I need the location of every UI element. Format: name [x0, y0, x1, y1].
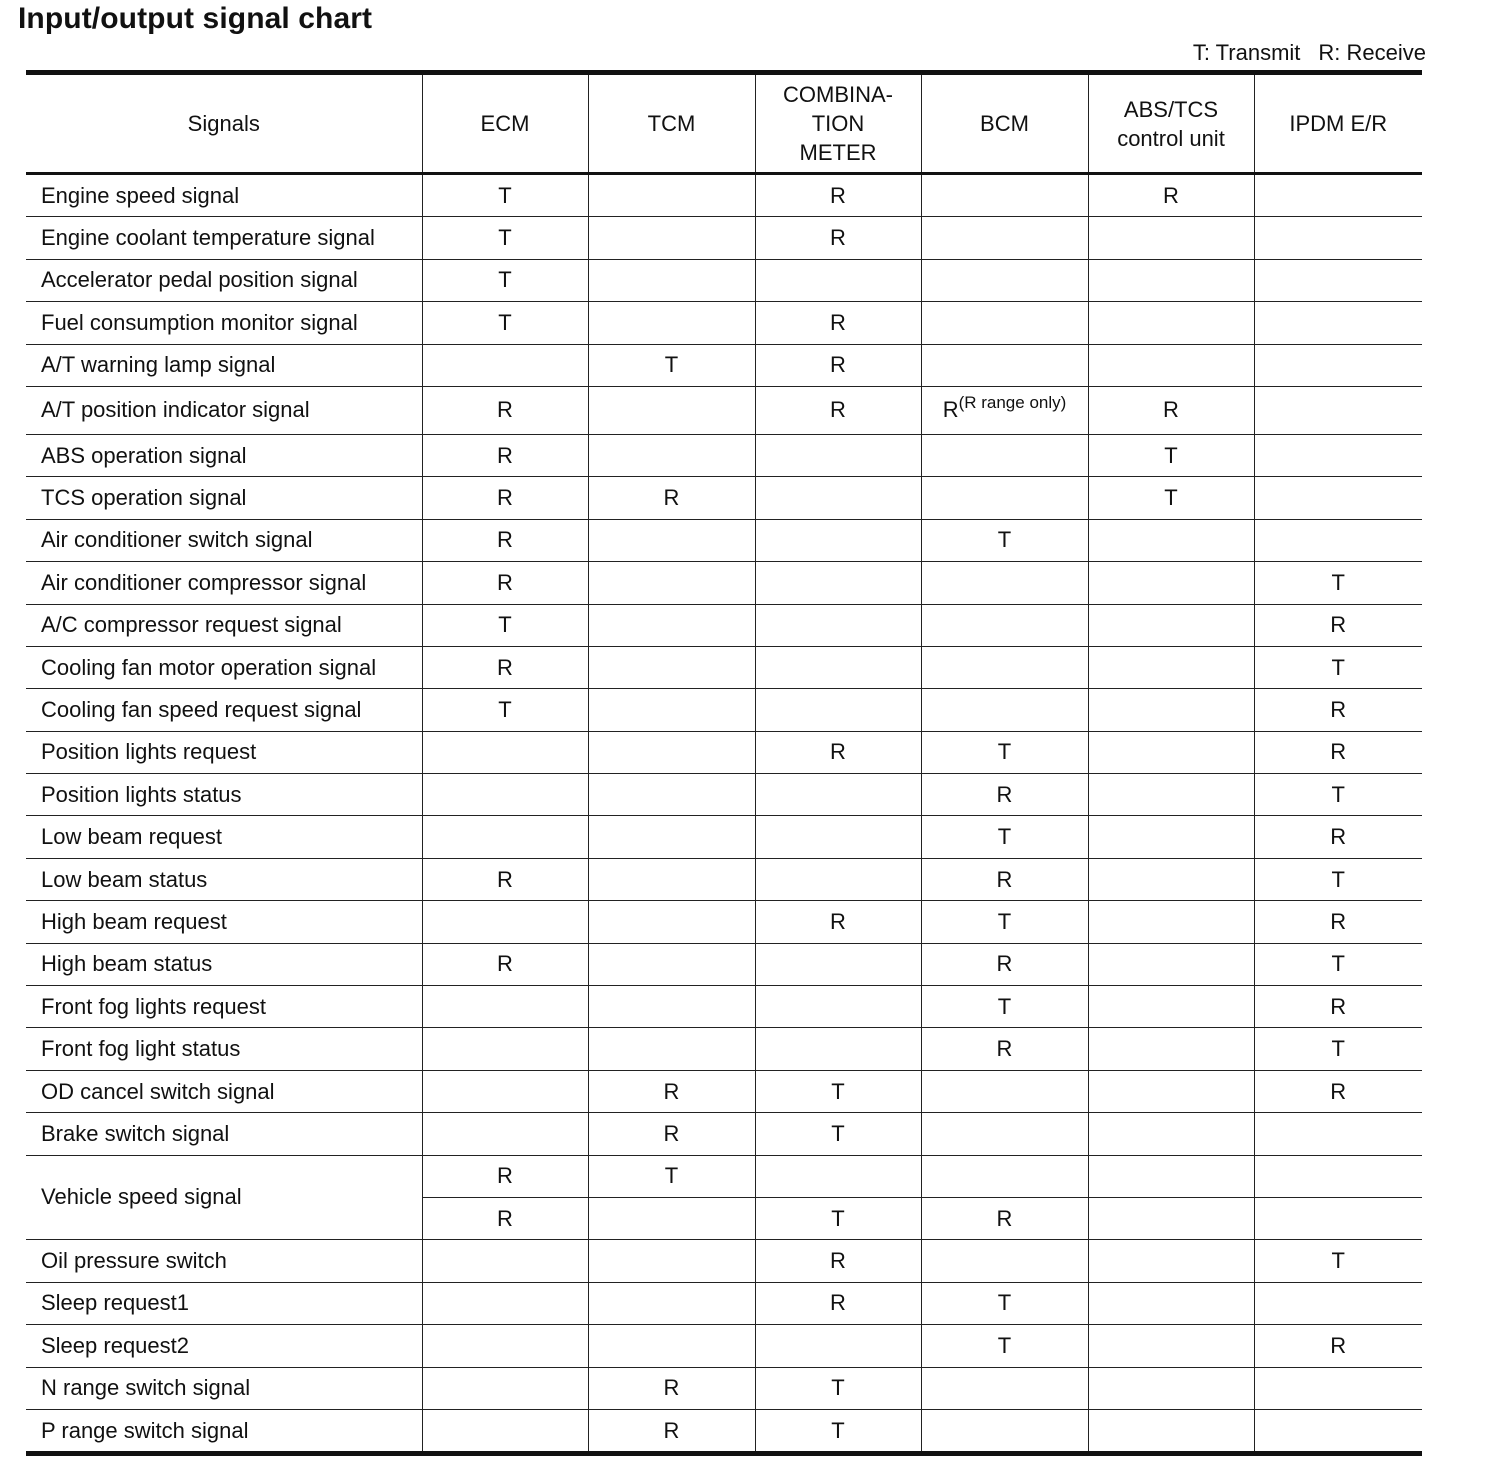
signal-name: Position lights request: [26, 731, 422, 773]
header-ipdm: IPDM E/R: [1254, 73, 1422, 174]
header-row: [26, 73, 1422, 174]
cell-abs: [1088, 1367, 1254, 1409]
cell-ipdm: R: [1254, 1325, 1422, 1367]
cell-ipdm: R: [1254, 901, 1422, 943]
cell-meter: T: [755, 1367, 921, 1409]
cell-bcm: [921, 1070, 1088, 1112]
cell-abs: [1088, 1325, 1254, 1367]
cell-bcm: T: [921, 986, 1088, 1028]
cell-meter: R: [755, 217, 921, 259]
cell-ipdm: T: [1254, 1028, 1422, 1070]
cell-ipdm: [1254, 386, 1422, 434]
cell-ipdm: R: [1254, 604, 1422, 646]
cell-abs: [1088, 731, 1254, 773]
cell-meter: R: [755, 386, 921, 434]
cell-bcm: [921, 344, 1088, 386]
signal-name: Vehicle speed signal: [26, 1155, 422, 1240]
cell-bcm: [921, 604, 1088, 646]
cell-ecm: R: [422, 1197, 588, 1239]
signal-name: Low beam request: [26, 816, 422, 858]
header-combination-meter-line3: METER: [799, 140, 877, 165]
cell-ipdm: R: [1254, 816, 1422, 858]
signal-name: A/T warning lamp signal: [26, 344, 422, 386]
cell-meter: [755, 816, 921, 858]
cell-ecm: [422, 1070, 588, 1112]
cell-tcm: [588, 217, 755, 259]
cell-tcm: [588, 1282, 755, 1324]
table-row: [26, 477, 1422, 519]
cell-tcm: [588, 434, 755, 476]
cell-meter: [755, 519, 921, 561]
cell-meter: [755, 858, 921, 900]
signal-name: P range switch signal: [26, 1409, 422, 1453]
cell-tcm: [588, 858, 755, 900]
cell-bcm: T: [921, 1282, 1088, 1324]
header-abs-tcs-line2: control unit: [1117, 125, 1225, 151]
cell-ipdm: [1254, 1282, 1422, 1324]
legend-transmit: T: Transmit: [1192, 40, 1301, 65]
signal-name: Oil pressure switch: [26, 1240, 422, 1282]
cell-bcm: R: [921, 1028, 1088, 1070]
cell-ecm: T: [422, 302, 588, 344]
signal-name: Front fog light status: [26, 1028, 422, 1070]
signal-name: Cooling fan speed request signal: [26, 689, 422, 731]
cell-ipdm: [1254, 174, 1422, 217]
cell-ecm: R: [422, 562, 588, 604]
cell-ipdm: [1254, 1197, 1422, 1239]
cell-meter: [755, 986, 921, 1028]
cell-tcm: [588, 774, 755, 816]
cell-tcm: T: [588, 1155, 755, 1197]
cell-tcm: [588, 1325, 755, 1367]
cell-meter: [755, 259, 921, 301]
header-abs-tcs: [1088, 73, 1254, 174]
cell-abs: [1088, 1070, 1254, 1112]
header-ecm: ECM: [422, 73, 588, 174]
signal-chart-table: [26, 70, 1422, 1456]
cell-tcm: [588, 943, 755, 985]
cell-bcm: [921, 1155, 1088, 1197]
cell-ecm: R: [422, 1155, 588, 1197]
header-tcm: TCM: [588, 73, 755, 174]
table-row: [26, 1325, 1422, 1367]
cell-bcm: T: [921, 1325, 1088, 1367]
table-row: [26, 1028, 1422, 1070]
table-row: [26, 1409, 1422, 1453]
cell-bcm: [921, 562, 1088, 604]
cell-tcm: R: [588, 1367, 755, 1409]
cell-abs: [1088, 1113, 1254, 1155]
cell-bcm: [921, 1113, 1088, 1155]
cell-ecm: [422, 1409, 588, 1453]
cell-ecm: R: [422, 519, 588, 561]
signal-name: Air conditioner compressor signal: [26, 562, 422, 604]
cell-meter: [755, 562, 921, 604]
header-combination-meter: [755, 73, 921, 174]
cell-tcm: T: [588, 344, 755, 386]
cell-ipdm: T: [1254, 774, 1422, 816]
cell-ipdm: [1254, 1409, 1422, 1453]
header-abs-tcs-line1: ABS/TCS: [1123, 96, 1219, 122]
cell-ecm: R: [422, 943, 588, 985]
cell-ecm: R: [422, 858, 588, 900]
legend: [1193, 40, 1426, 66]
cell-bcm: [921, 689, 1088, 731]
cell-abs: [1088, 259, 1254, 301]
table-row: [26, 858, 1422, 900]
cell-bcm: T: [921, 731, 1088, 773]
header-bcm: BCM: [921, 73, 1088, 174]
table-row: [26, 302, 1422, 344]
cell-bcm-value: R: [942, 397, 959, 423]
cell-ipdm: [1254, 259, 1422, 301]
cell-ipdm: [1254, 519, 1422, 561]
cell-bcm: R: [921, 1197, 1088, 1239]
cell-tcm: [588, 519, 755, 561]
cell-tcm: [588, 1028, 755, 1070]
legend-receive: R: Receive: [1318, 40, 1426, 65]
cell-ecm: R: [422, 386, 588, 434]
cell-meter: [755, 689, 921, 731]
cell-bcm: [921, 386, 1088, 434]
table-row: [26, 1070, 1422, 1112]
cell-ecm: [422, 1240, 588, 1282]
cell-meter: [755, 1155, 921, 1197]
cell-meter: R: [755, 302, 921, 344]
cell-ecm: [422, 816, 588, 858]
table-row: [26, 943, 1422, 985]
table-row: [26, 604, 1422, 646]
cell-ecm: T: [422, 604, 588, 646]
cell-bcm: [921, 1409, 1088, 1453]
cell-abs: [1088, 1282, 1254, 1324]
table-row: [26, 901, 1422, 943]
cell-meter: [755, 1325, 921, 1367]
cell-ecm: [422, 1113, 588, 1155]
cell-ipdm: R: [1254, 986, 1422, 1028]
cell-abs: [1088, 689, 1254, 731]
signal-name: Sleep request1: [26, 1282, 422, 1324]
table-row: [26, 259, 1422, 301]
cell-meter: [755, 774, 921, 816]
cell-meter: R: [755, 731, 921, 773]
signal-name: N range switch signal: [26, 1367, 422, 1409]
cell-meter: R: [755, 344, 921, 386]
signal-name: Position lights status: [26, 774, 422, 816]
page-title: Input/output signal chart: [18, 2, 373, 35]
signal-name: Engine speed signal: [26, 174, 422, 217]
cell-bcm: R: [921, 774, 1088, 816]
cell-ecm: T: [422, 174, 588, 217]
cell-ipdm: [1254, 434, 1422, 476]
cell-bcm: T: [921, 816, 1088, 858]
header-combination-meter-line1: COMBINA-: [783, 82, 893, 107]
cell-bcm: [921, 477, 1088, 519]
cell-bcm: [921, 217, 1088, 259]
table-row: [26, 562, 1422, 604]
cell-ecm: T: [422, 689, 588, 731]
cell-abs: [1088, 1028, 1254, 1070]
signal-name: Brake switch signal: [26, 1113, 422, 1155]
cell-ipdm: T: [1254, 646, 1422, 688]
cell-tcm: [588, 562, 755, 604]
cell-tcm: [588, 646, 755, 688]
table-row: [26, 1155, 1422, 1197]
cell-abs: [1088, 562, 1254, 604]
table-row: [26, 174, 1422, 217]
cell-tcm: [588, 689, 755, 731]
cell-ecm: R: [422, 434, 588, 476]
cell-meter: [755, 604, 921, 646]
cell-tcm: [588, 302, 755, 344]
signal-name: High beam request: [26, 901, 422, 943]
cell-tcm: [588, 1240, 755, 1282]
cell-ipdm: R: [1254, 689, 1422, 731]
cell-bcm: T: [921, 901, 1088, 943]
table-row: [26, 646, 1422, 688]
table-row: [26, 1113, 1422, 1155]
r-range-only-note: (R range only): [958, 393, 1067, 413]
signal-name: Front fog lights request: [26, 986, 422, 1028]
table-row: [26, 689, 1422, 731]
signal-name: Accelerator pedal position signal: [26, 259, 422, 301]
table-row: [26, 434, 1422, 476]
table-row: [26, 386, 1422, 434]
cell-meter: R: [755, 1240, 921, 1282]
cell-ecm: [422, 1282, 588, 1324]
cell-tcm: [588, 731, 755, 773]
cell-abs: [1088, 1409, 1254, 1453]
signal-name: ABS operation signal: [26, 434, 422, 476]
table-row: [26, 344, 1422, 386]
cell-abs: R: [1088, 386, 1254, 434]
cell-ipdm: [1254, 477, 1422, 519]
cell-ecm: R: [422, 646, 588, 688]
cell-bcm: T: [921, 519, 1088, 561]
cell-tcm: [588, 259, 755, 301]
cell-meter: T: [755, 1113, 921, 1155]
cell-abs: [1088, 519, 1254, 561]
cell-abs: [1088, 1240, 1254, 1282]
cell-abs: [1088, 217, 1254, 259]
cell-tcm: [588, 901, 755, 943]
cell-bcm: [921, 259, 1088, 301]
cell-ipdm: T: [1254, 943, 1422, 985]
cell-abs: [1088, 986, 1254, 1028]
signal-name: Sleep request2: [26, 1325, 422, 1367]
signal-name: Air conditioner switch signal: [26, 519, 422, 561]
cell-bcm: [921, 174, 1088, 217]
table-row: [26, 1240, 1422, 1282]
cell-ecm: R: [422, 477, 588, 519]
header-signals: Signals: [187, 111, 260, 136]
cell-tcm: [588, 604, 755, 646]
cell-ipdm: T: [1254, 1240, 1422, 1282]
cell-meter: R: [755, 1282, 921, 1324]
cell-abs: [1088, 344, 1254, 386]
cell-ecm: [422, 1367, 588, 1409]
cell-bcm: [921, 1240, 1088, 1282]
signal-name: High beam status: [26, 943, 422, 985]
cell-abs: T: [1088, 434, 1254, 476]
signal-name: A/C compressor request signal: [26, 604, 422, 646]
table-row: [26, 1282, 1422, 1324]
cell-bcm: [921, 1367, 1088, 1409]
cell-ecm: [422, 731, 588, 773]
cell-ipdm: [1254, 302, 1422, 344]
cell-abs: [1088, 858, 1254, 900]
cell-meter: T: [755, 1409, 921, 1453]
cell-abs: [1088, 646, 1254, 688]
cell-tcm: [588, 386, 755, 434]
cell-ipdm: T: [1254, 562, 1422, 604]
cell-meter: R: [755, 174, 921, 217]
cell-tcm: [588, 816, 755, 858]
cell-tcm: [588, 986, 755, 1028]
table-row: [26, 1367, 1422, 1409]
cell-ipdm: [1254, 1113, 1422, 1155]
cell-tcm: [588, 174, 755, 217]
cell-meter: T: [755, 1070, 921, 1112]
cell-abs: [1088, 774, 1254, 816]
signal-name: Fuel consumption monitor signal: [26, 302, 422, 344]
table-row: [26, 519, 1422, 561]
cell-ipdm: [1254, 217, 1422, 259]
cell-abs: [1088, 1155, 1254, 1197]
signal-name: Low beam status: [26, 858, 422, 900]
signal-name: OD cancel switch signal: [26, 1070, 422, 1112]
table-row: [26, 731, 1422, 773]
cell-tcm: [588, 1197, 755, 1239]
cell-ecm: [422, 1325, 588, 1367]
cell-meter: [755, 646, 921, 688]
cell-abs: T: [1088, 477, 1254, 519]
cell-ipdm: [1254, 1155, 1422, 1197]
table-row: [26, 816, 1422, 858]
cell-tcm: R: [588, 1070, 755, 1112]
table-row: [26, 774, 1422, 816]
cell-bcm: [921, 302, 1088, 344]
table-row: [26, 217, 1422, 259]
cell-bcm: R: [921, 858, 1088, 900]
table-row: [26, 986, 1422, 1028]
header-combination-meter-line2: TION: [811, 111, 865, 136]
cell-ipdm: [1254, 1367, 1422, 1409]
cell-abs: [1088, 1197, 1254, 1239]
cell-meter: [755, 943, 921, 985]
cell-meter: R: [755, 901, 921, 943]
cell-ecm: [422, 344, 588, 386]
cell-ipdm: R: [1254, 731, 1422, 773]
cell-ipdm: [1254, 344, 1422, 386]
cell-abs: R: [1088, 174, 1254, 217]
cell-ipdm: T: [1254, 858, 1422, 900]
cell-bcm: R: [921, 943, 1088, 985]
cell-tcm: R: [588, 1113, 755, 1155]
signal-name: Cooling fan motor operation signal: [26, 646, 422, 688]
cell-meter: [755, 1028, 921, 1070]
cell-ecm: [422, 901, 588, 943]
cell-tcm: R: [588, 1409, 755, 1453]
cell-ecm: [422, 986, 588, 1028]
cell-meter: [755, 477, 921, 519]
cell-abs: [1088, 816, 1254, 858]
cell-abs: [1088, 901, 1254, 943]
cell-tcm: R: [588, 477, 755, 519]
cell-bcm: [921, 646, 1088, 688]
cell-ecm: T: [422, 217, 588, 259]
cell-abs: [1088, 604, 1254, 646]
signal-name: Engine coolant temperature signal: [26, 217, 422, 259]
cell-ecm: T: [422, 259, 588, 301]
cell-ecm: [422, 1028, 588, 1070]
cell-bcm: [921, 434, 1088, 476]
cell-abs: [1088, 943, 1254, 985]
cell-ecm: [422, 774, 588, 816]
cell-ipdm: R: [1254, 1070, 1422, 1112]
cell-meter: [755, 434, 921, 476]
signal-name: TCS operation signal: [26, 477, 422, 519]
signal-name: A/T position indicator signal: [26, 386, 422, 434]
cell-meter: T: [755, 1197, 921, 1239]
cell-abs: [1088, 302, 1254, 344]
